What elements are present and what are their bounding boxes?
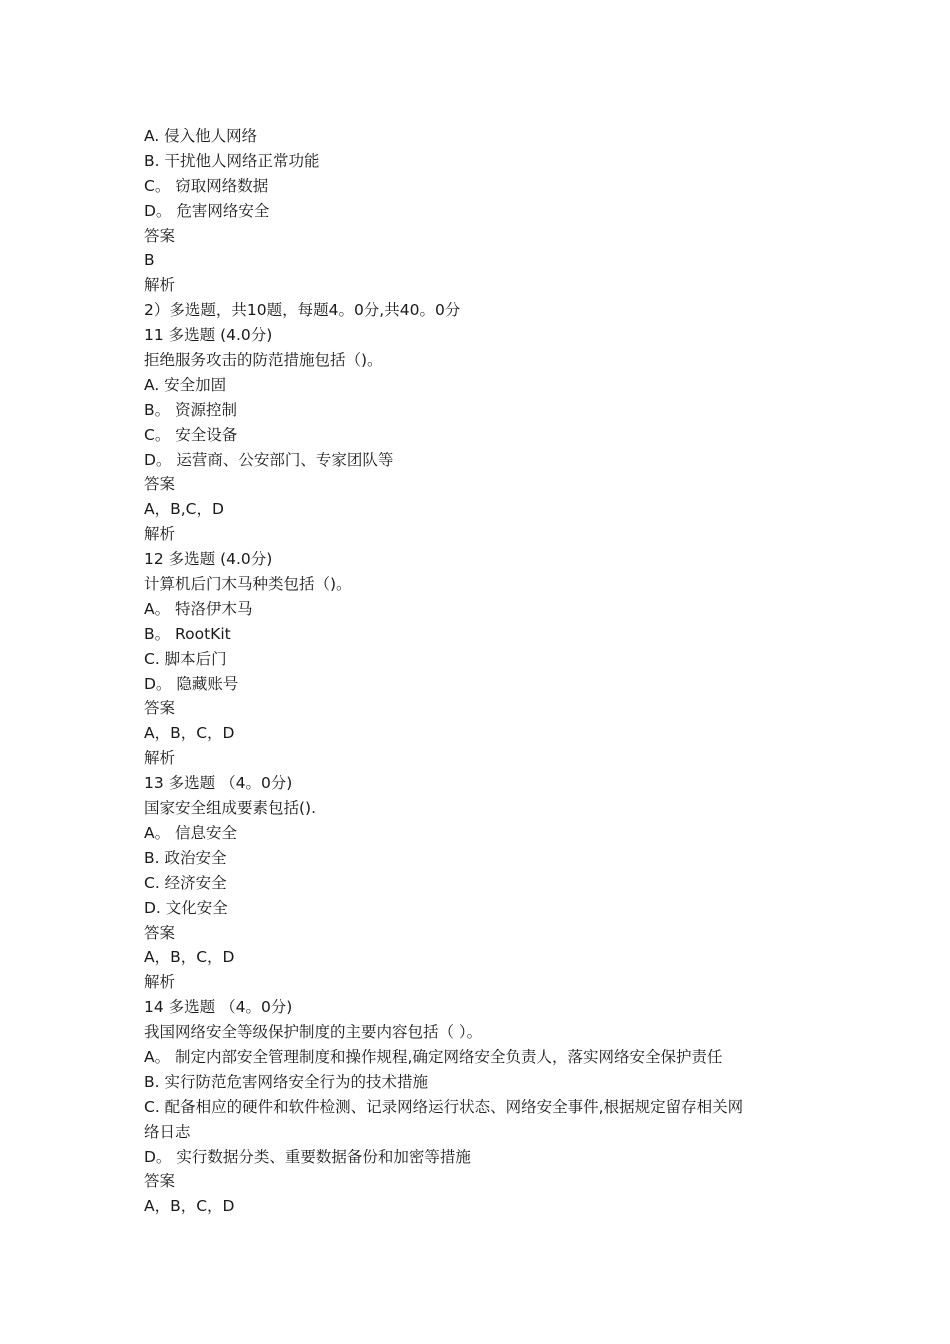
option-c: C. 配备相应的硬件和软件检测、记录网络运行状态、网络安全事件,根据规定留存相关网 xyxy=(144,1097,744,1116)
option-a: A。 特洛伊木马 xyxy=(144,599,253,618)
analysis-heading: 解析 xyxy=(144,749,176,768)
option-d: D。 隐藏账号 xyxy=(144,674,239,693)
option-a: A. 侵入他人网络 xyxy=(144,127,258,145)
option-a: A. 安全加固 xyxy=(144,375,227,394)
answer-heading: 答案 xyxy=(144,923,176,942)
question-text: 国家安全组成要素包括(). xyxy=(144,799,317,818)
option-c: C. 脚本后门 xyxy=(144,649,227,668)
question-number: 13 多选题 （4。0分) xyxy=(144,774,293,793)
question-number: 11 多选题 (4.0分) xyxy=(144,326,273,345)
option-d: D。 实行数据分类、重要数据备份和加密等措施 xyxy=(144,1147,471,1166)
option-a: A。 制定内部安全管理制度和操作规程,确定网络安全负责人，落实网络安全保护责任 xyxy=(144,1047,723,1066)
answer-value: A，B，C，D xyxy=(144,948,235,967)
question-text: 计算机后门木马种类包括（)。 xyxy=(144,575,352,594)
question-text: 拒绝服务攻击的防范措施包括（)。 xyxy=(144,351,383,370)
option-c: C。 窃取网络数据 xyxy=(144,176,269,195)
option-c: C。 安全设备 xyxy=(144,425,238,444)
answer-value: A，B，C，D xyxy=(144,1197,235,1216)
answer-value: A，B，C，D xyxy=(144,724,235,743)
option-b: B。 RootKit xyxy=(144,624,231,643)
answer-heading: 答案 xyxy=(144,475,176,494)
answer-value: A，B,C，D xyxy=(144,500,224,519)
option-d: D. 文化安全 xyxy=(144,898,228,917)
option-c: C. 经济安全 xyxy=(144,873,227,892)
option-d: D。 危害网络安全 xyxy=(144,201,270,220)
document-text xyxy=(144,124,824,1219)
answer-heading: 答案 xyxy=(144,699,176,718)
answer-value: B xyxy=(144,251,155,270)
analysis-heading: 解析 xyxy=(144,973,176,992)
analysis-heading: 解析 xyxy=(144,525,176,544)
question-text: 我国网络安全等级保护制度的主要内容包括（ ）。 xyxy=(144,1023,483,1042)
option-b: B。 资源控制 xyxy=(144,400,238,419)
analysis-heading: 解析 xyxy=(144,276,176,295)
option-b: B. 实行防范危害网络安全行为的技术措施 xyxy=(144,1072,428,1091)
section-heading: 2）多选题，共10题，每题4。0分,共40。0分 xyxy=(144,301,461,320)
option-a: A。 信息安全 xyxy=(144,823,238,842)
option-c-continued: 络日志 xyxy=(144,1122,191,1141)
option-b: B. 干扰他人网络正常功能 xyxy=(144,151,320,170)
option-d: D。 运营商、公安部门、专家团队等 xyxy=(144,450,394,469)
question-number: 12 多选题 (4.0分) xyxy=(144,550,273,569)
answer-heading: 答案 xyxy=(144,1172,176,1191)
question-number: 14 多选题 （4。0分) xyxy=(144,998,293,1017)
answer-heading: 答案 xyxy=(144,226,176,245)
option-b: B. 政治安全 xyxy=(144,848,227,867)
